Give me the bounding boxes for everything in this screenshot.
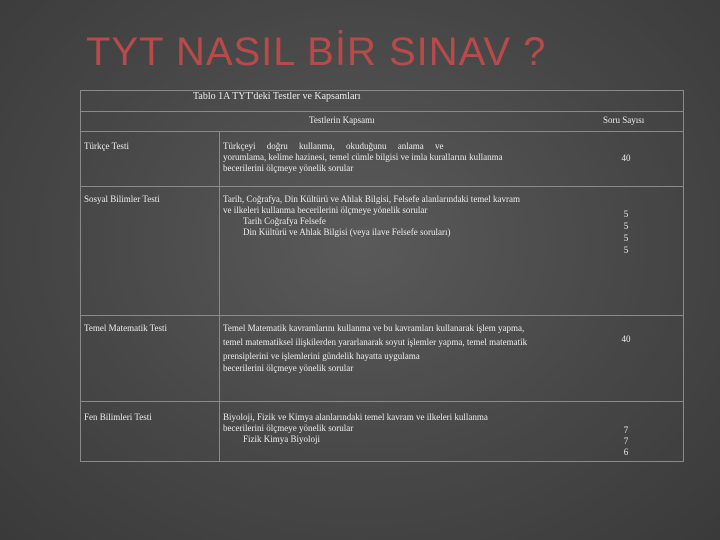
test-scope-line: becerilerini ölçmeye yönelik sorular [223,363,354,373]
question-count: 5 [623,245,629,255]
test-name: Türkçe Testi [84,141,129,151]
table-caption: Tablo 1A TYT'deki Testler ve Kapsamları [193,91,361,102]
test-scope-line: temel matematiksel ilişkilerden yararlanarak soyut işlemler yapma, temel matematik [223,337,528,347]
test-scope-line: prensiplerini ve işlemlerini gündelik hayatta uygulama [223,351,420,361]
header-scope: Testlerin Kapsamı [309,115,375,125]
question-count: 6 [623,447,629,457]
question-count: 7 [623,425,629,435]
test-name: Fen Bilimleri Testi [84,412,152,422]
header-count: Soru Sayısı [603,115,645,125]
table-header-row [81,112,683,132]
test-name: Temel Matematik Testi [84,323,168,333]
test-scope-line: ve ilkeleri kullanma becerilerini ölçmeye yönelik sorular [223,205,428,215]
test-scope-line: Tarih Coğrafya Felsefe [243,216,326,226]
test-scope-line: Din Kültürü ve Ahlak Bilgisi (veya ilave Felsefe soruları) [243,227,451,237]
test-name: Sosyal Bilimler Testi [84,194,160,204]
question-count: 40 [621,334,631,344]
table-caption-row [81,91,683,112]
question-count: 7 [623,436,629,446]
question-count: 5 [623,221,629,231]
test-scope-line: becerilerini ölçmeye yönelik sorular [223,423,354,433]
test-scope-line: Biyoloji, Fizik ve Kimya alanlarındaki temel kavram ve ilkeleri kullanma [223,412,488,422]
table-row [81,132,683,187]
table-row [81,316,683,402]
test-scope-line: becerilerini ölçmeye yönelik sorular [223,163,354,173]
question-count: 40 [621,153,631,163]
table-row [81,402,683,461]
test-scope-line: Temel Matematik kavramlarını kullanma ve bu kavramları kullanarak işlem yapma, [223,323,525,333]
test-scope-line: Tarih, Coğrafya, Din Kültürü ve Ahlak Bilgisi, Felsefe alanlarındaki temel kavram [223,194,521,204]
test-scope-line: yorumlama, kelime hazinesi, temel cümle bilgisi ve imla kurallarını kullanma [223,152,503,162]
question-count: 5 [623,209,629,219]
slide-title: TYT NASIL BİR SINAV ? [86,30,547,74]
table-row [81,187,683,316]
test-scope-line: Fizik Kimya Biyoloji [243,434,321,444]
question-count: 5 [623,233,629,243]
exam-table [80,90,684,462]
test-scope-line: Türkçeyi doğru kullanma, okuduğunu anlama ve [223,141,444,151]
